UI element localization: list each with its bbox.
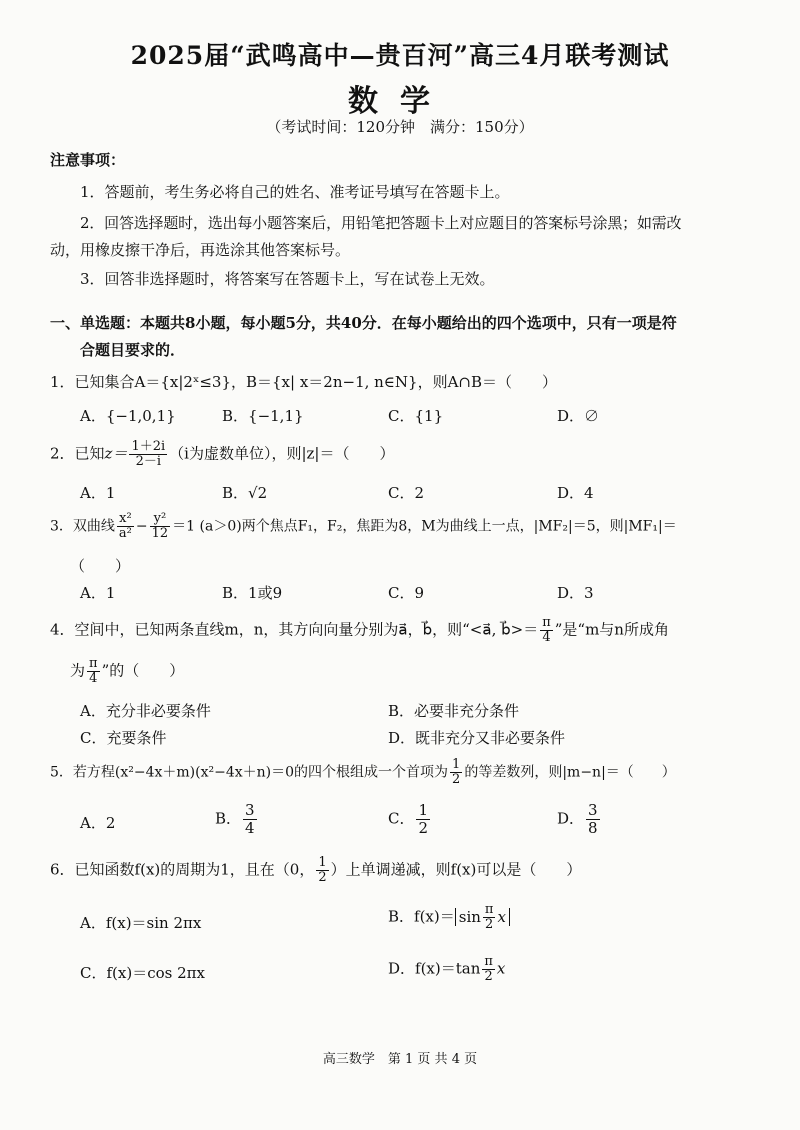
- q5-d-fraction: [586, 802, 600, 837]
- q1-option-d: D．∅: [557, 407, 600, 425]
- q2-pre: 2．已知: [50, 444, 105, 463]
- q4-frac1-den: 4: [542, 630, 551, 645]
- q4-option-d: D．既非充分又非必要条件: [388, 729, 566, 747]
- q4-line2b: ”的（ ）: [101, 661, 185, 680]
- question-6-stem: [50, 856, 581, 885]
- q6-option-b: [388, 903, 510, 932]
- q3-option-a: A．1: [80, 584, 116, 602]
- q2-option-d: D．4: [557, 484, 594, 502]
- q3-option-c: C．9: [388, 584, 425, 602]
- q6-post: ）上单调递减，则f(x)可以是（ ）: [330, 860, 582, 879]
- q5-post: 的等差数列，则|m−n|＝（ ）: [464, 764, 676, 781]
- q3-minus: −: [135, 518, 148, 535]
- question-5-stem: [50, 758, 676, 787]
- q5-d-den: 8: [588, 819, 598, 837]
- q3-option-b: B．1或9: [222, 584, 283, 602]
- subject-title: 数学: [348, 84, 452, 119]
- q5-frac-den: 2: [452, 772, 461, 787]
- note-2-cont: 动，用橡皮擦干净后，再选涂其他答案标号。: [50, 241, 351, 259]
- q4-frac2-den: 4: [89, 671, 98, 686]
- q6-option-c: C．f(x)＝cos 2πx: [80, 964, 205, 982]
- question-3-stem: [50, 512, 677, 541]
- q5-frac-num: 1: [452, 757, 461, 772]
- q2-frac-den: 2－i: [135, 454, 162, 469]
- question-2-stem: [50, 440, 394, 469]
- q5-fraction: [450, 758, 462, 787]
- question-1-stem: 1．已知集合A＝{x|2ˣ≤3}，B＝{x| x＝2n−1, n∈N}，则A∩B＝（ ）: [50, 373, 558, 391]
- q5-option-d: [557, 802, 602, 837]
- q5-option-b: [215, 802, 259, 837]
- q6-frac-num: 1: [318, 855, 327, 870]
- q4-option-c: C．充要条件: [80, 729, 167, 747]
- q5-c-den: 2: [418, 819, 429, 837]
- q3-frac1-den: a²: [118, 526, 132, 541]
- q2-frac-num: 1＋2i: [131, 439, 166, 454]
- question-4-stem-cont: [70, 657, 184, 686]
- q3-answer-paren: （ ）: [70, 557, 131, 575]
- q5-pre: 5．若方程(x²−4x＋m)(x²−4x＋n)＝0的四个根组成一个首项为: [50, 764, 449, 781]
- note-1: 1．答题前，考生务必将自己的姓名、准考证号填写在答题卡上。: [80, 183, 510, 201]
- q3-pre: 3．双曲线: [50, 518, 115, 535]
- exam-title: 2025届“武鸣高中—贵百河”高三4月联考测试: [130, 41, 670, 70]
- q6-d-x: x: [496, 959, 506, 978]
- exam-info: （考试时间：120分钟 满分：150分）: [266, 118, 534, 136]
- q6-b-x: x: [497, 907, 506, 926]
- q5-d-label: D．: [557, 809, 585, 828]
- q6-frac-den: 2: [318, 870, 327, 885]
- q4-option-a: A．充分非必要条件: [80, 702, 211, 720]
- q3-post: ＝1 (a＞0)两个焦点F₁，F₂，焦距为8，M为曲线上一点，|MF₂|＝5，则|MF₁|＝: [172, 518, 677, 535]
- q2-option-c: C．2: [388, 484, 425, 502]
- q2-post: （i为虚数单位），则|z|＝（ ）: [169, 444, 395, 463]
- q6-b-label: B．f(x)＝: [388, 907, 455, 926]
- q2-fraction: [129, 440, 167, 469]
- q6-option-a: A．f(x)＝sin 2πx: [80, 914, 202, 932]
- q1-option-b: B．{−1,1}: [222, 407, 304, 425]
- note-2: 2．回答选择题时，选出每小题答案后，用铅笔把答题卡上对应题目的答案标号涂黑；如需改: [80, 214, 682, 232]
- section-heading-cont: 合题目要求的．: [80, 341, 186, 359]
- note-3: 3．回答非选择题时，将答案写在答题卡上，写在试卷上无效。: [80, 270, 495, 288]
- q4-line1a: 4．空间中，已知两条直线m，n，其方向向量分别为a⃗，b⃗，则“<a⃗, b⃗>＝: [50, 620, 539, 639]
- q2-option-b: B．√2: [222, 484, 268, 502]
- q6-b-abs: [455, 902, 510, 932]
- q6-b-num: π: [484, 902, 494, 917]
- q5-c-label: C．: [388, 809, 415, 828]
- q6-b-den: 2: [485, 917, 494, 932]
- q4-line1b: ”是“m与n所成角: [554, 620, 669, 639]
- q1-option-a: A．{−1,0,1}: [80, 407, 176, 425]
- q6-b-sin: sin: [458, 907, 481, 926]
- q6-d-num: π: [484, 954, 493, 969]
- q4-fraction-1: [540, 616, 553, 645]
- q3-frac2-den: 12: [151, 526, 169, 541]
- q5-b-label: B．: [215, 809, 242, 828]
- q3-option-d: D．3: [557, 584, 594, 602]
- page-footer: 高三数学 第 1 页 共 4 页: [322, 1052, 478, 1067]
- q3-fraction-2: [150, 512, 171, 541]
- q6-d-fraction: [482, 955, 495, 984]
- q6-d-label: D．f(x)＝tan: [388, 959, 481, 978]
- q4-frac1-num: π: [542, 615, 551, 630]
- q4-line2a: 为: [70, 661, 86, 680]
- q3-fraction-1: [117, 512, 134, 541]
- q4-frac2-num: π: [89, 656, 98, 671]
- q6-d-den: 2: [484, 969, 493, 984]
- q6-b-fraction: [483, 903, 496, 932]
- q5-option-c: [388, 802, 432, 837]
- q1-option-c: C．{1}: [388, 407, 444, 425]
- q5-c-num: 1: [418, 801, 429, 819]
- q5-b-fraction: [243, 802, 257, 837]
- q6-pre: 6．已知函数f(x)的周期为1，且在（0，: [50, 860, 315, 879]
- q2-z: z＝: [104, 444, 128, 463]
- q4-option-b: B．必要非充分条件: [388, 702, 520, 720]
- section-heading: 一、单选题：本题共8小题，每小题5分，共40分．在每小题给出的四个选项中，只有一项是符: [50, 314, 677, 332]
- q3-frac1-num: x²: [117, 512, 134, 527]
- q5-option-a: A．2: [80, 814, 116, 832]
- q5-d-num: 3: [588, 801, 598, 819]
- q3-frac2-num: y²: [150, 512, 171, 527]
- notes-heading: 注意事项：: [50, 151, 126, 169]
- q5-c-fraction: [416, 802, 430, 837]
- q6-option-d: [388, 955, 505, 984]
- q2-option-a: A．1: [80, 484, 116, 502]
- q4-fraction-2: [87, 657, 100, 686]
- question-4-stem: [50, 616, 669, 645]
- q5-b-den: 4: [245, 819, 255, 837]
- q6-fraction: [316, 856, 328, 885]
- q5-b-num: 3: [245, 801, 255, 819]
